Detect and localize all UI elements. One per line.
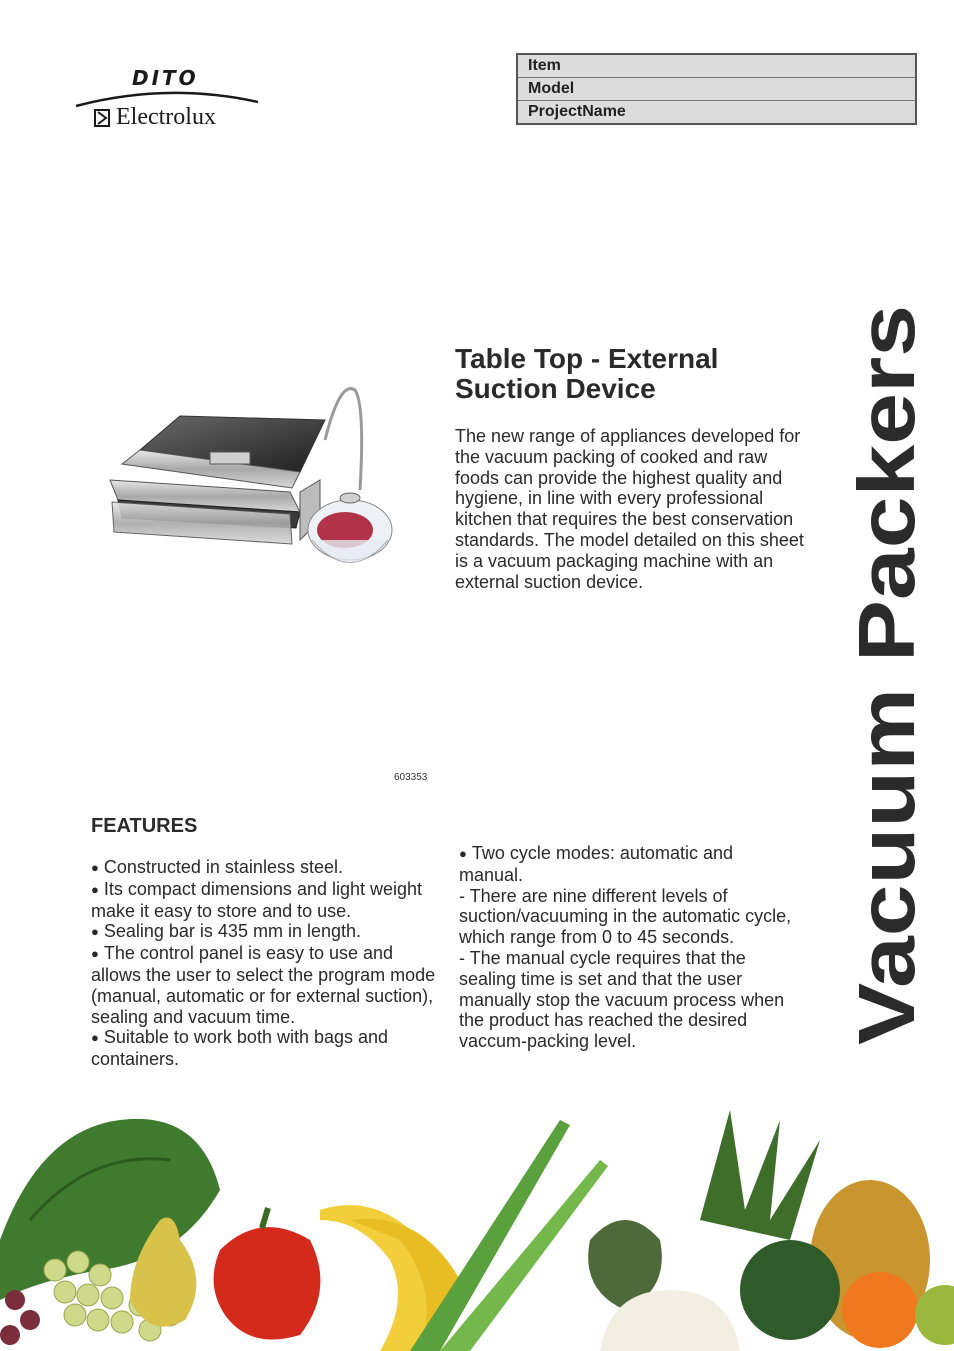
- company-logo: [72, 66, 262, 136]
- bullet-icon: ●: [91, 860, 99, 875]
- feature-item: ● Sealing bar is 435 mm in length.: [91, 921, 362, 942]
- bullet-icon: ●: [91, 1030, 99, 1046]
- product-image: [100, 380, 430, 600]
- feature-item: ● Suitable to work both with bags and containers.: [91, 1027, 389, 1070]
- bullet-icon: ●: [91, 881, 99, 897]
- features-list-left: [91, 857, 436, 1070]
- feature-detail: - There are nine different levels of suction/vacuuming in the automatic cycle, which range from 0 to 45 seconds.: [459, 885, 792, 948]
- vertical-heading: [842, 300, 931, 1050]
- electrolux-logo: [94, 104, 216, 131]
- info-row-item: Item: [518, 55, 915, 78]
- info-row-model: Model: [518, 78, 915, 101]
- feature-item: ● Constructed in stainless steel.: [91, 857, 343, 877]
- features-list-right: [459, 843, 799, 1052]
- vertical-heading-text: Vacuum Packers: [842, 409, 931, 1045]
- feature-detail: - The manual cycle requires that the sealing time is set and that the user manually stop the vacuum process when the product has reached the desired vaccum-packing level.: [459, 947, 785, 1052]
- info-table: [516, 53, 917, 125]
- bullet-icon: ●: [91, 924, 99, 940]
- page-title: Table Top - External Suction Device: [455, 343, 719, 404]
- electrolux-mark-icon: [94, 109, 110, 127]
- features-heading: FEATURES: [91, 815, 198, 837]
- feature-item: ● The control panel is easy to use and allows the user to select the program mode (manual, automatic or for external suction), sealing and vacuum time.: [91, 943, 436, 1027]
- bullet-icon: ●: [459, 846, 467, 861]
- electrolux-wordmark: Electrolux: [116, 104, 216, 130]
- feature-item: ● Two cycle modes: automatic and manual.: [459, 843, 733, 885]
- info-row-project-name: ProjectName: [518, 101, 915, 123]
- produce-banner-image: [0, 1100, 954, 1351]
- dito-logo-text: DITO: [132, 66, 199, 90]
- intro-paragraph: The new range of appliances developed for the vacuum packing of cooked and raw foods can provide the highest quality and hygiene, in line with every professional kitchen that requires the best conservation standards. The model detailed on this sheet is a vacuum packaging machine with an external suction device.: [455, 426, 804, 592]
- bullet-icon: ●: [91, 946, 99, 962]
- product-code: 603353: [394, 772, 428, 783]
- feature-item: ● Its compact dimensions and light weight make it easy to store and to use.: [91, 878, 423, 921]
